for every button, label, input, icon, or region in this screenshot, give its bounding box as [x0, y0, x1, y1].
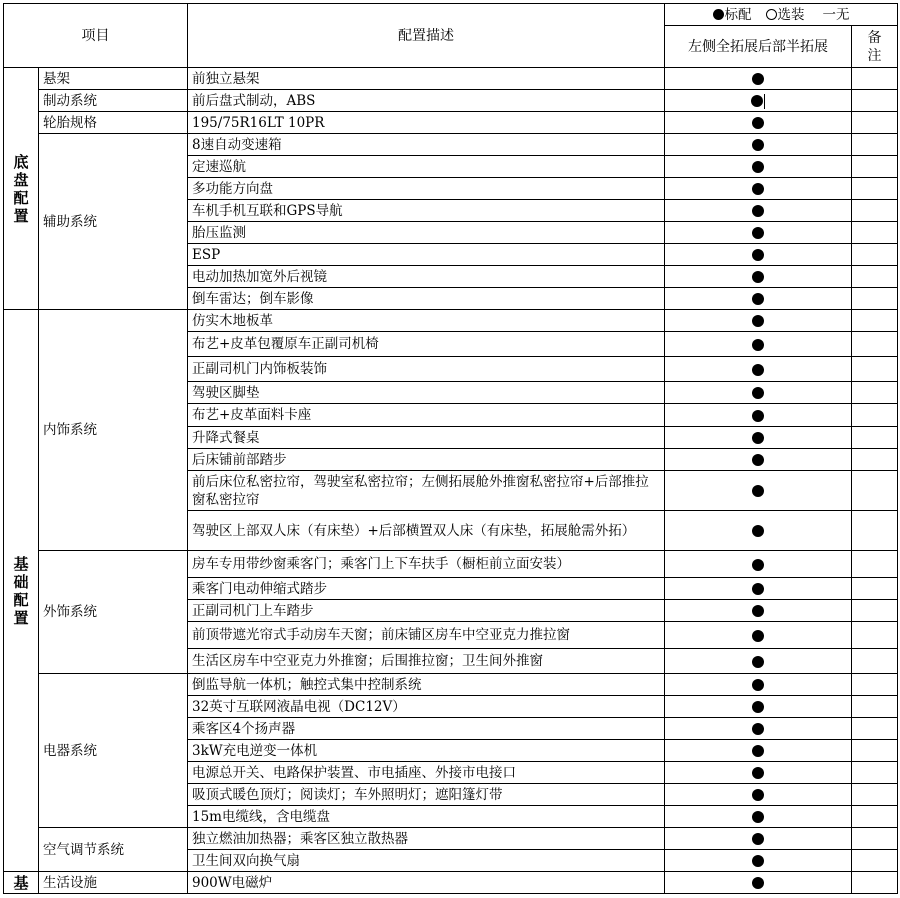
row-desc: 电源总开关、电路保护装置、市电插座、外接市电接口 — [188, 762, 665, 784]
table-row — [4, 90, 898, 112]
standard-dot-icon — [752, 432, 764, 444]
note-cell — [852, 90, 898, 112]
note-cell — [852, 178, 898, 200]
mark-cell — [665, 551, 852, 578]
mark-cell — [665, 578, 852, 600]
standard-dot-icon — [752, 485, 764, 497]
note-cell — [852, 850, 898, 872]
standard-dot-icon — [752, 877, 764, 889]
note-cell — [852, 449, 898, 471]
table-row — [4, 872, 898, 894]
mark-cell — [665, 872, 852, 894]
note-cell — [852, 578, 898, 600]
standard-dot-icon — [752, 605, 764, 617]
standard-dot-icon — [752, 161, 764, 173]
legend — [665, 4, 898, 26]
row-desc: 车机手机互联和GPS导航 — [188, 200, 665, 222]
row-desc: 生活区房车中空亚克力外推窗；后围推拉窗；卫生间外推窗 — [188, 649, 665, 674]
standard-dot-icon — [752, 139, 764, 151]
row-desc: 15m电缆线，含电缆盘 — [188, 806, 665, 828]
subsystem: 辅助系统 — [39, 134, 188, 310]
row-desc: 乘客区4个扬声器 — [188, 718, 665, 740]
category-basic: 基 础 配 置 — [4, 310, 39, 872]
subsystem: 空气调节系统 — [39, 828, 188, 872]
row-desc: 仿实木地板革 — [188, 310, 665, 332]
row-desc: 房车专用带纱窗乘客门；乘客门上下车扶手（橱柜前立面安装） — [188, 551, 665, 578]
row-desc: 正副司机门上车踏步 — [188, 600, 665, 622]
row-desc: ESP — [188, 244, 665, 266]
row-desc: 升降式餐桌 — [188, 427, 665, 449]
row-desc: 前后盘式制动，ABS — [188, 90, 665, 112]
row-desc: 卫生间双向换气扇 — [188, 850, 665, 872]
mark-cell — [665, 828, 852, 850]
mark-cell — [665, 222, 852, 244]
row-desc: 8速自动变速箱 — [188, 134, 665, 156]
spec-table — [3, 3, 898, 894]
standard-dot-icon — [752, 855, 764, 867]
note-cell — [852, 222, 898, 244]
mark-cell — [665, 200, 852, 222]
mark-cell — [665, 600, 852, 622]
row-desc: 独立燃油加热器；乘客区独立散热器 — [188, 828, 665, 850]
mark-cell — [665, 850, 852, 872]
note-cell — [852, 784, 898, 806]
row-desc: 900W电磁炉 — [188, 872, 665, 894]
note-cell — [852, 404, 898, 427]
row-desc: 布艺+皮革面料卡座 — [188, 404, 665, 427]
mark-cell — [665, 156, 852, 178]
subsystem: 外饰系统 — [39, 551, 188, 674]
row-desc: 多功能方向盘 — [188, 178, 665, 200]
note-cell — [852, 244, 898, 266]
subsystem: 电器系统 — [39, 674, 188, 828]
legend-none: 一无 — [822, 6, 850, 23]
row-desc: 前顶带遮光帘式手动房车天窗；前床铺区房车中空亚克力推拉窗 — [188, 622, 665, 649]
header-variant: 左侧全拓展后部半拓展 — [665, 26, 852, 68]
subsystem: 生活设施 — [39, 872, 188, 894]
mark-cell — [665, 649, 852, 674]
row-desc: 195/75R16LT 10PR — [188, 112, 665, 134]
header-remarks: 备 注 — [852, 26, 898, 68]
header-row — [4, 4, 898, 26]
mark-cell — [665, 266, 852, 288]
row-desc: 32英寸互联网液晶电视（DC12V） — [188, 696, 665, 718]
note-cell — [852, 134, 898, 156]
note-cell — [852, 112, 898, 134]
subsystem: 内饰系统 — [39, 310, 188, 551]
row-desc: 前独立悬架 — [188, 68, 665, 90]
note-cell — [852, 674, 898, 696]
subsystem: 悬架 — [39, 68, 188, 90]
mark-cell — [665, 674, 852, 696]
mark-cell — [665, 357, 852, 382]
note-cell — [852, 382, 898, 404]
mark-cell — [665, 622, 852, 649]
row-desc: 乘客门电动伸缩式踏步 — [188, 578, 665, 600]
note-cell — [852, 68, 898, 90]
note-cell — [852, 471, 898, 511]
note-cell — [852, 156, 898, 178]
legend-optional: 选装 — [777, 6, 805, 23]
standard-dot-icon — [752, 387, 764, 399]
standard-dot-icon — [752, 73, 764, 85]
header-item: 项目 — [4, 4, 188, 68]
note-cell — [852, 266, 898, 288]
standard-dot-icon — [752, 315, 764, 327]
note-cell — [852, 622, 898, 649]
note-cell — [852, 872, 898, 894]
note-cell — [852, 332, 898, 357]
note-cell — [852, 828, 898, 850]
mark-cell — [665, 404, 852, 427]
standard-dot-icon — [752, 205, 764, 217]
note-cell — [852, 427, 898, 449]
mark-cell — [665, 382, 852, 404]
table-row — [4, 828, 898, 850]
standard-dot-icon — [752, 364, 764, 376]
note-cell — [852, 551, 898, 578]
mark-cell — [665, 288, 852, 310]
mark-cell — [665, 244, 852, 266]
note-cell — [852, 310, 898, 332]
standard-dot-icon — [752, 293, 764, 305]
row-desc: 3kW充电逆变一体机 — [188, 740, 665, 762]
row-desc: 电动加热加宽外后视镜 — [188, 266, 665, 288]
row-desc: 正副司机门内饰板装饰 — [188, 357, 665, 382]
mark-cell — [665, 332, 852, 357]
table-row — [4, 551, 898, 578]
standard-dot-icon — [752, 525, 764, 537]
mark-cell[interactable] — [665, 90, 852, 112]
table-row — [4, 310, 898, 332]
standard-dot-icon — [752, 833, 764, 845]
mark-cell — [665, 696, 852, 718]
note-cell — [852, 762, 898, 784]
note-cell — [852, 200, 898, 222]
standard-dot-icon — [752, 559, 764, 571]
note-cell — [852, 718, 898, 740]
note-cell — [852, 740, 898, 762]
standard-dot-icon — [752, 117, 764, 129]
row-desc: 驾驶区脚垫 — [188, 382, 665, 404]
standard-dot-icon — [752, 745, 764, 757]
text-cursor — [764, 94, 765, 109]
standard-dot-icon — [752, 183, 764, 195]
category-chassis: 底 盘 配 置 — [4, 68, 39, 310]
standard-dot-icon — [752, 656, 764, 668]
table-row — [4, 134, 898, 156]
row-desc: 倒监导航一体机；触控式集中控制系统 — [188, 674, 665, 696]
note-cell — [852, 511, 898, 551]
table-row — [4, 674, 898, 696]
standard-dot-icon — [752, 811, 764, 823]
mark-cell — [665, 511, 852, 551]
standard-dot-icon — [752, 454, 764, 466]
row-desc: 驾驶区上部双人床（有床垫）+后部横置双人床（有床垫，拓展舱需外拓） — [188, 511, 665, 551]
note-cell — [852, 696, 898, 718]
standard-dot-icon — [752, 701, 764, 713]
table-row — [4, 68, 898, 90]
subsystem: 制动系统 — [39, 90, 188, 112]
row-desc: 定速巡航 — [188, 156, 665, 178]
category-basic-cont: 基 — [4, 872, 39, 894]
standard-dot-icon — [752, 249, 764, 261]
row-desc: 吸顶式暖色顶灯；阅读灯；车外照明灯；遮阳篷灯带 — [188, 784, 665, 806]
standard-dot-icon — [752, 583, 764, 595]
standard-dot-icon — [752, 410, 764, 422]
standard-dot-icon — [752, 679, 764, 691]
row-desc: 布艺+皮革包覆原车正副司机椅 — [188, 332, 665, 357]
legend-standard: 标配 — [724, 6, 752, 23]
note-cell — [852, 357, 898, 382]
standard-dot-icon — [752, 630, 764, 642]
note-cell — [852, 649, 898, 674]
row-desc: 倒车雷达；倒车影像 — [188, 288, 665, 310]
filled-circle-icon — [713, 9, 724, 20]
mark-cell — [665, 806, 852, 828]
mark-cell — [665, 718, 852, 740]
mark-cell — [665, 784, 852, 806]
note-cell — [852, 288, 898, 310]
note-cell — [852, 806, 898, 828]
standard-dot-icon — [752, 789, 764, 801]
note-cell — [852, 600, 898, 622]
table-row — [4, 112, 898, 134]
row-desc: 前后床位私密拉帘，驾驶室私密拉帘；左侧拓展舱外推窗私密拉帘+后部推拉窗私密拉帘 — [188, 471, 665, 511]
mark-cell — [665, 762, 852, 784]
mark-cell — [665, 134, 852, 156]
standard-dot-icon — [752, 723, 764, 735]
subsystem: 轮胎规格 — [39, 112, 188, 134]
row-desc: 胎压监测 — [188, 222, 665, 244]
mark-cell — [665, 112, 852, 134]
mark-cell — [665, 740, 852, 762]
row-desc: 后床铺前部踏步 — [188, 449, 665, 471]
standard-dot-icon — [752, 767, 764, 779]
mark-cell — [665, 427, 852, 449]
standard-dot-icon — [752, 339, 764, 351]
mark-cell — [665, 178, 852, 200]
mark-cell — [665, 310, 852, 332]
mark-cell — [665, 68, 852, 90]
header-description: 配置描述 — [188, 4, 665, 68]
open-circle-icon — [766, 9, 777, 20]
mark-cell — [665, 471, 852, 511]
mark-cell — [665, 449, 852, 471]
standard-dot-icon — [752, 271, 764, 283]
standard-dot-icon — [751, 95, 763, 107]
standard-dot-icon — [752, 227, 764, 239]
